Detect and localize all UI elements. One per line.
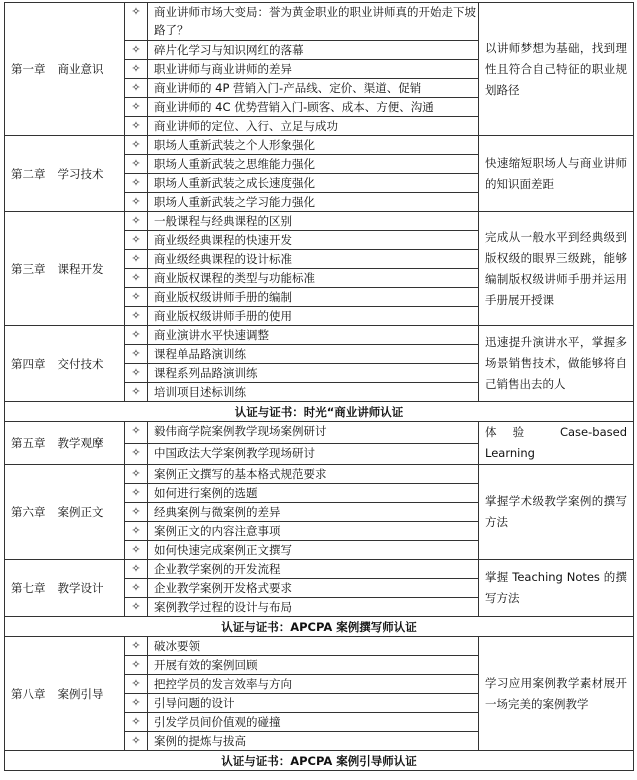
topic-text: 商业版权级讲师手册的使用	[148, 307, 479, 326]
chapter-cell	[5, 465, 125, 560]
chapter-title: 教学设计	[57, 581, 104, 595]
chapter-cell	[5, 3, 125, 136]
diamond-bullet-icon: ✧	[125, 136, 148, 155]
topic-text: 商业级经典课程的快速开发	[148, 231, 479, 250]
diamond-bullet-icon: ✧	[125, 579, 148, 598]
topic-text: 引导问题的设计	[148, 694, 479, 713]
topic-text: 毅伟商学院案例教学现场案例研讨	[148, 422, 479, 444]
chapter-number: 第六章	[11, 505, 46, 519]
topic-text: 企业教学案例开发格式要求	[148, 579, 479, 598]
diamond-bullet-icon: ✧	[125, 637, 148, 656]
chapter-title: 案例引导	[57, 686, 104, 701]
chapter-cell	[5, 637, 125, 751]
chapter-goal: 以讲师梦想为基础，找到理性且符合自己特征的职业规划路径	[479, 3, 634, 136]
diamond-bullet-icon: ✧	[125, 560, 148, 579]
topic-row	[5, 465, 634, 484]
topic-text: 商业演讲水平快速调整	[148, 326, 479, 345]
topic-text: 案例的提炼与拔高	[148, 732, 479, 751]
topic-text: 职场人重新武装之个人形象强化	[148, 136, 479, 155]
topic-row	[5, 637, 634, 656]
topic-text: 如何进行案例的选题	[148, 484, 479, 503]
certification-row	[5, 751, 634, 771]
diamond-bullet-icon: ✧	[125, 364, 148, 383]
diamond-bullet-icon: ✧	[125, 231, 148, 250]
chapter-title: 商业意识	[57, 62, 104, 76]
diamond-bullet-icon: ✧	[125, 383, 148, 402]
chapter-title: 教学观摩	[57, 436, 104, 450]
topic-text: 案例正文撰写的基本格式规范要求	[148, 465, 479, 484]
topic-text: 商业版权课程的类型与功能标准	[148, 269, 479, 288]
topic-text: 商业讲师的 4C 优势营销入门-顾客、成本、方便、沟通	[148, 98, 479, 117]
topic-text: 引发学员间价值观的碰撞	[148, 713, 479, 732]
diamond-bullet-icon: ✧	[125, 675, 148, 694]
diamond-bullet-icon: ✧	[125, 503, 148, 522]
diamond-bullet-icon: ✧	[125, 307, 148, 326]
diamond-bullet-icon: ✧	[125, 174, 148, 193]
topic-text: 开展有效的案例回顾	[148, 656, 479, 675]
chapter-title: 学习技术	[57, 166, 104, 181]
diamond-bullet-icon: ✧	[125, 41, 148, 60]
topic-text: 如何快速完成案例正文撰写	[148, 541, 479, 560]
topic-text: 中国政法大学案例教学现场研讨	[148, 443, 479, 465]
diamond-bullet-icon: ✧	[125, 694, 148, 713]
curriculum-body	[5, 3, 634, 771]
diamond-bullet-icon: ✧	[125, 155, 148, 174]
topic-text: 职场人重新武装之成长速度强化	[148, 174, 479, 193]
topic-text: 商业级经典课程的设计标准	[148, 250, 479, 269]
chapter-cell	[5, 136, 125, 212]
diamond-bullet-icon: ✧	[125, 345, 148, 364]
topic-text: 企业教学案例的开发流程	[148, 560, 479, 579]
topic-row	[5, 560, 634, 579]
diamond-bullet-icon: ✧	[125, 484, 148, 503]
curriculum-table	[4, 2, 634, 771]
topic-text: 职场人重新武装之学习能力强化	[148, 193, 479, 212]
topic-text: 案例正文的内容注意事项	[148, 522, 479, 541]
topic-row	[5, 212, 634, 231]
diamond-bullet-icon: ✧	[125, 522, 148, 541]
certification-label: 认证与证书：APCPA 案例撰写师认证	[5, 617, 634, 637]
topic-text: 案例教学过程的设计与布局	[148, 598, 479, 617]
chapter-number: 第三章	[11, 261, 46, 276]
topic-text: 商业讲师市场大变局：誉为黄金职业的职业讲师真的开始走下坡路了？	[148, 3, 479, 41]
chapter-goal: 学习应用案例教学素材展开一场完美的案例教学	[479, 637, 634, 751]
certification-label: 认证与证书：APCPA 案例引导师认证	[5, 751, 634, 771]
diamond-bullet-icon: ✧	[125, 732, 148, 751]
diamond-bullet-icon: ✧	[125, 117, 148, 136]
chapter-goal: 快速缩短职场人与商业讲师的知识面差距	[479, 136, 634, 212]
chapter-title: 交付技术	[57, 356, 104, 371]
diamond-bullet-icon: ✧	[125, 3, 148, 41]
diamond-bullet-icon: ✧	[125, 656, 148, 675]
diamond-bullet-icon: ✧	[125, 541, 148, 560]
chapter-goal: 完成从一般水平到经典级到版权级的眼界三级跳，能够编制版权级讲师手册并运用手册展开授课	[479, 212, 634, 326]
chapter-number: 第四章	[11, 356, 46, 371]
chapter-goal: 迅速提升演讲水平，掌握多场景销售技术，做能够将自己销售出去的人	[479, 326, 634, 402]
diamond-bullet-icon: ✧	[125, 250, 148, 269]
diamond-bullet-icon: ✧	[125, 443, 148, 465]
topic-text: 课程系列品路演训练	[148, 364, 479, 383]
diamond-bullet-icon: ✧	[125, 713, 148, 732]
chapter-number: 第一章	[11, 62, 46, 76]
diamond-bullet-icon: ✧	[125, 98, 148, 117]
chapter-title: 课程开发	[57, 261, 104, 276]
topic-text: 课程单品路演训练	[148, 345, 479, 364]
topic-text: 商业版权级讲师手册的编制	[148, 288, 479, 307]
certification-row	[5, 617, 634, 637]
diamond-bullet-icon: ✧	[125, 288, 148, 307]
topic-row	[5, 3, 634, 41]
chapter-cell	[5, 422, 125, 465]
topic-row	[5, 422, 634, 444]
chapter-number: 第七章	[11, 581, 46, 595]
topic-text: 职业讲师与商业讲师的差异	[148, 60, 479, 79]
topic-row	[5, 136, 634, 155]
chapter-cell	[5, 326, 125, 402]
chapter-goal: 体验 Case-based Learning	[479, 422, 634, 465]
topic-text: 破冰要领	[148, 637, 479, 656]
diamond-bullet-icon: ✧	[125, 269, 148, 288]
topic-text: 职场人重新武装之思维能力强化	[148, 155, 479, 174]
certification-row	[5, 402, 634, 422]
diamond-bullet-icon: ✧	[125, 60, 148, 79]
chapter-number: 第八章	[11, 686, 46, 701]
chapter-number: 第二章	[11, 166, 46, 181]
topic-text: 一般课程与经典课程的区别	[148, 212, 479, 231]
diamond-bullet-icon: ✧	[125, 326, 148, 345]
topic-text: 商业讲师的 4P 营销入门-产品线、定价、渠道、促销	[148, 79, 479, 98]
diamond-bullet-icon: ✧	[125, 79, 148, 98]
chapter-cell	[5, 560, 125, 617]
chapter-number: 第五章	[11, 436, 46, 450]
chapter-goal: 掌握学术级教学案例的撰写方法	[479, 465, 634, 560]
topic-text: 培训项目述标训练	[148, 383, 479, 402]
diamond-bullet-icon: ✧	[125, 422, 148, 444]
diamond-bullet-icon: ✧	[125, 193, 148, 212]
chapter-goal: 掌握 Teaching Notes 的撰写方法	[479, 560, 634, 617]
topic-row	[5, 326, 634, 345]
topic-text: 商业讲师的定位、入行、立足与成功	[148, 117, 479, 136]
chapter-title: 案例正文	[57, 505, 104, 519]
diamond-bullet-icon: ✧	[125, 212, 148, 231]
topic-text: 碎片化学习与知识网红的落幕	[148, 41, 479, 60]
topic-text: 经典案例与微案例的差异	[148, 503, 479, 522]
certification-label: 认证与证书：时光“商业讲师认证	[5, 402, 634, 422]
diamond-bullet-icon: ✧	[125, 465, 148, 484]
chapter-cell	[5, 212, 125, 326]
topic-text: 把控学员的发言效率与方向	[148, 675, 479, 694]
diamond-bullet-icon: ✧	[125, 598, 148, 617]
